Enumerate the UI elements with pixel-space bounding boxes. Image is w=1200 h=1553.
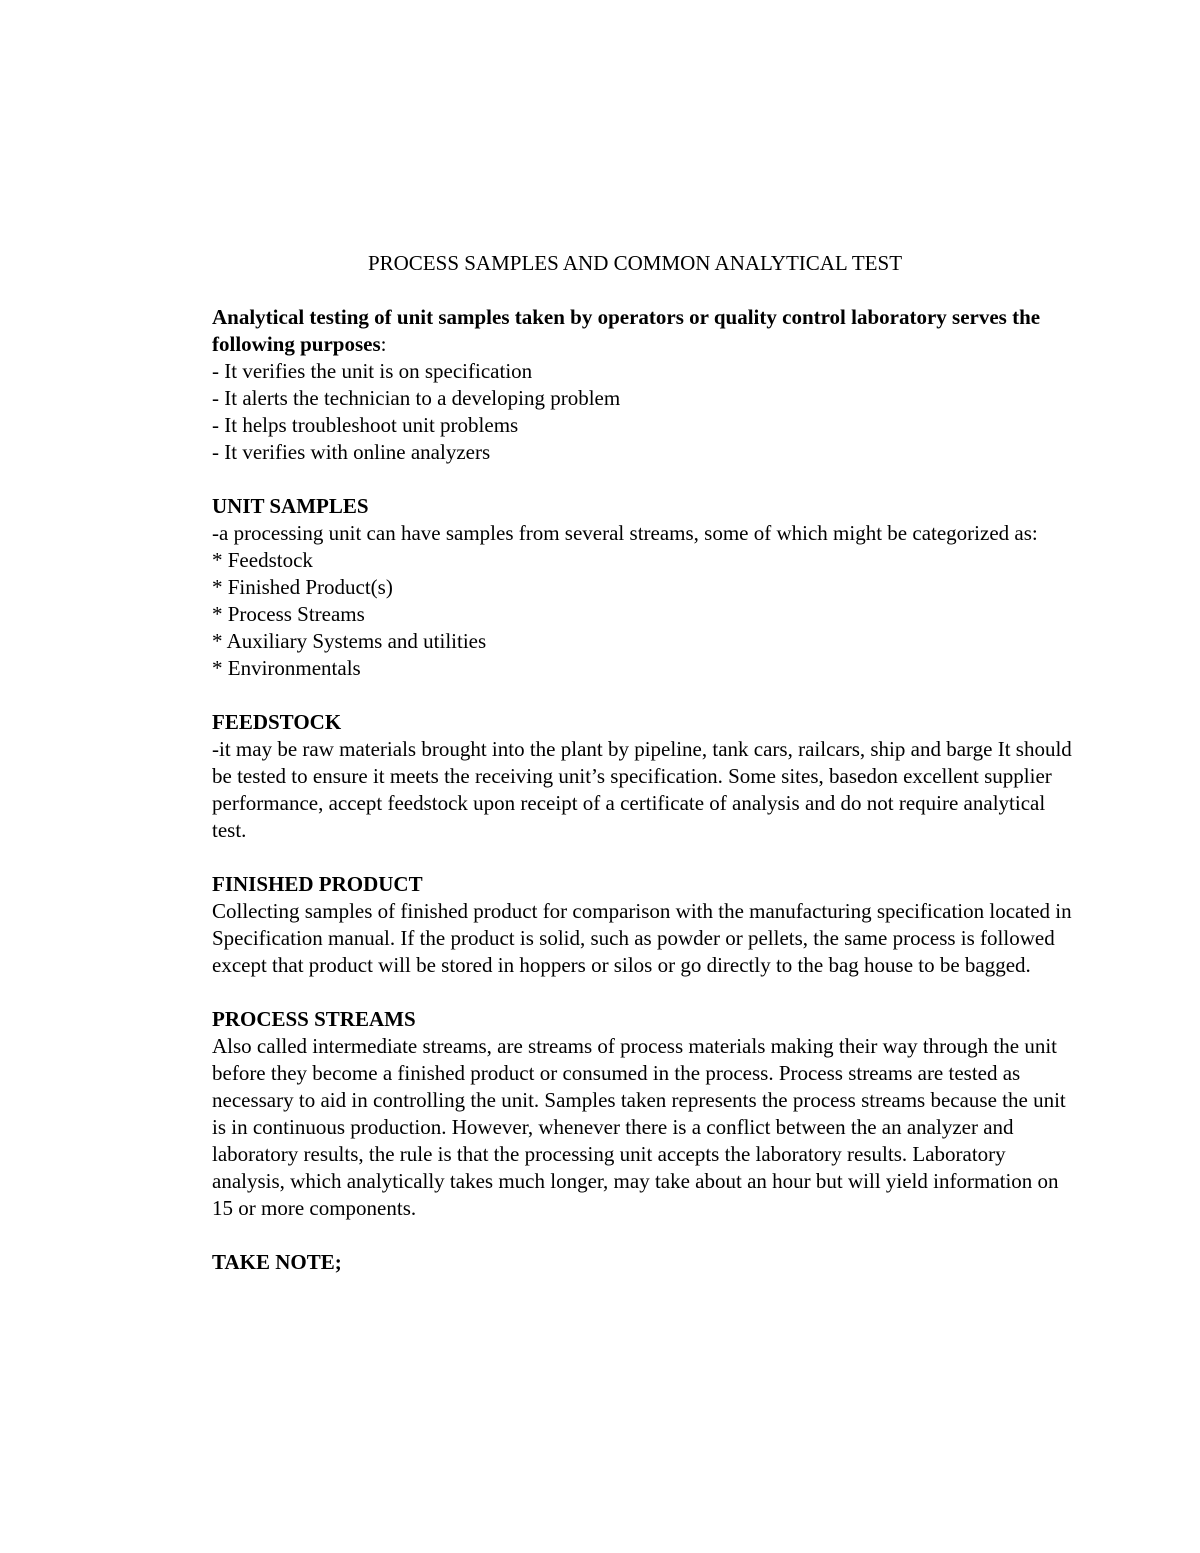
list-item: - It verifies with online analyzers xyxy=(212,440,491,464)
sample-categories-list xyxy=(212,547,1072,682)
list-item: - It alerts the technician to a developing problem xyxy=(212,386,621,410)
list-item: * Feedstock xyxy=(212,548,313,572)
intro-colon: : xyxy=(380,332,387,356)
finished-product-section xyxy=(212,871,1072,979)
intro-section xyxy=(212,304,1072,466)
feedstock-section xyxy=(212,709,1072,844)
list-item: * Finished Product(s) xyxy=(212,575,393,599)
list-item: * Auxiliary Systems and utilities xyxy=(212,629,487,653)
intro-bold-lead: Analytical testing of unit samples taken by operators or quality control laboratory serves the following purposes xyxy=(212,305,1041,356)
unit-samples-text: -a processing unit can have samples from several streams, some of which might be categorized as: xyxy=(212,521,1038,545)
document-body xyxy=(212,250,1072,1276)
document-title: PROCESS SAMPLES AND COMMON ANALYTICAL TEST xyxy=(367,251,903,275)
process-streams-text: Also called intermediate streams, are streams of process materials making their way through the unit before they become a finished product or consumed in the process. Process streams are tested as necessary to aid in controlling the unit. Samples taken represents the process streams because the unit is in continuous production. However, whenever there is a conflict between the an analyzer and laboratory results, the rule is that the processing unit accepts the laboratory results. Laboratory analysis, which analytically takes much longer, may take about an hour but will yield information on 15 or more components. xyxy=(212,1034,1066,1220)
purposes-list xyxy=(212,358,1072,466)
section-heading-finished-product: FINISHED PRODUCT xyxy=(212,872,423,896)
list-item: - It verifies the unit is on specification xyxy=(212,359,533,383)
finished-product-text: Collecting samples of finished product for comparison with the manufacturing specification located in Specification manual. If the product is solid, such as powder or pellets, the same process is followed except that product will be stored in hoppers or silos or go directly to the bag house to be bagged. xyxy=(212,899,1072,977)
process-streams-section xyxy=(212,1006,1072,1222)
feedstock-text: -it may be raw materials brought into the plant by pipeline, tank cars, railcars, ship and barge It should be tested to ensure it meets the receiving unit’s specification. Some sites, basedon excellent supplier performance, accept feedstock upon receipt of a certificate of analysis and do not require analytical test. xyxy=(212,737,1072,842)
list-item: * Environmentals xyxy=(212,656,361,680)
section-heading-take-note: TAKE NOTE; xyxy=(212,1250,342,1274)
section-heading-unit-samples: UNIT SAMPLES xyxy=(212,494,369,518)
section-heading-feedstock: FEEDSTOCK xyxy=(212,710,342,734)
list-item: * Process Streams xyxy=(212,602,365,626)
list-item: - It helps troubleshoot unit problems xyxy=(212,413,519,437)
take-note-section xyxy=(212,1249,1072,1276)
unit-samples-section xyxy=(212,493,1072,682)
section-heading-process-streams: PROCESS STREAMS xyxy=(212,1007,416,1031)
intro-paragraph xyxy=(212,304,1072,358)
